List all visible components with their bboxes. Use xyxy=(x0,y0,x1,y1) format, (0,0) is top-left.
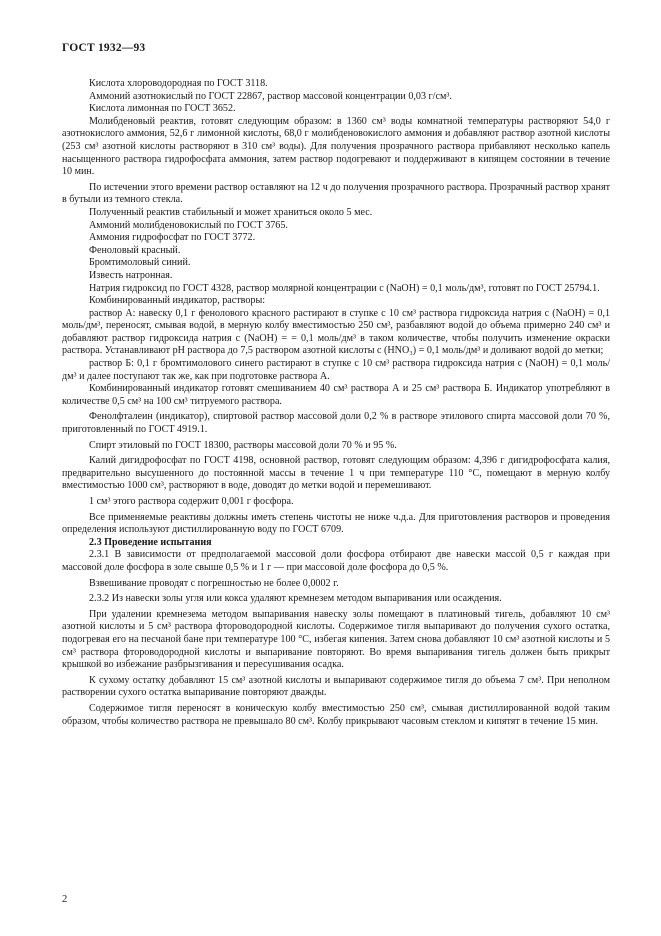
paragraph: Аммоний азотнокислый по ГОСТ 22867, раствор массовой концентрации 0,03 г/см³. xyxy=(89,90,452,102)
paragraph: Аммония гидрофосфат по ГОСТ 3772. xyxy=(89,232,256,244)
section-heading: 2.3 Проведение испытания xyxy=(89,536,212,548)
paragraph: К сухому остатку добавляют 15 см³ азотной кислоты и выпаривают содержимое тигля до объема 7 см³. При неполном растворении сухого остатка выпаривание повторяют дважды. xyxy=(62,674,610,699)
paragraph: 2.3.1 В зависимости от предполагаемой массовой доли фосфора отбирают две навески массой 0,5 г каждая при массовой доле фосфора в золе свыше 0,5 % и 1 г — при массовой доле фосфора до 0,5 %. xyxy=(62,549,610,573)
paragraph: Комбинированный индикатор, растворы: xyxy=(89,295,266,307)
paragraph: При удалении кремнезема методом выпаривания навеску золы помещают в платиновый тигель, добавляют 10 см³ азотной кислоты и 5 см³ раствора фтороводородной кислоты. Содержимое тигля выпаривают до получения сухого остатка, подогревая его на песчаной бане при температуре 100 °C, избегая кипения. Затем снова добавляют 10 см³ азотной кислоты и 5 см³ раствора фтороводородной кислоты и выпаривание повторяют. Во время выпаривания тигель должен быть прикрыт крышкой во избежание разбрызгивания и пересушивания осадка. xyxy=(62,608,610,671)
paragraph: 2.3.2 Из навески золы угля или кокса удаляют кремнезем методом выпаривания или осаждения. xyxy=(89,593,502,605)
paragraph: 1 см³ этого раствора содержит 0,001 г фосфора. xyxy=(89,496,294,507)
paragraph: Калий дигидрофосфат по ГОСТ 4198, основной раствор, готовят следующим образом: 4,396 г дигидрофосфата калия, предварительно высушенного до постоянной массы в течение 1 ч при температуре 110 °C, помещают в мерную колбу вместимостью 1000 см³, растворяют в воде, доводят до метки водой и перемешивают. xyxy=(62,455,610,492)
paragraph: Полученный реактив стабильный и может храниться около 5 мес. xyxy=(89,206,373,218)
paragraph: раствор А: навеску 0,1 г фенолового красного растирают в ступке с 10 см³ раствора гидроксида натрия c (NaOH) = 0,1 моль/дм³, переносят, смывая водой, в мерную колбу вместимостью 250 см³, разбавляют водой до объема примерно 240 см³ и добавляют раствор гидроксида натрия c (NaOH) = = 0,1 моль/дм³ в таком количестве, чтобы получить изменение окраски раствора. Устанавливают pH раствора до 7,5 раствором азотной кислоты c (HNO₃) = 0,1 моль/дм³ и доливают водой до метки; xyxy=(62,307,610,357)
paragraph: Феноловый красный. xyxy=(89,244,181,256)
paragraph: Кислота лимонная по ГОСТ 3652. xyxy=(89,103,236,115)
paragraph: Фенолфталеин (индикатор), спиртовой раствор массовой доли 0,2 % в растворе этилового спирта массовой доли 70 %, приготовленный по ГОСТ 4919.1. xyxy=(62,411,610,436)
paragraph: раствор Б: 0,1 г бромтимолового синего растирают в ступке с 10 см³ раствора гидроксида натрия c (NaOH) = 0,1 моль/дм³ и далее поступают так же, как при подготовке раствора А. xyxy=(62,358,610,382)
page-number: 2 xyxy=(62,894,68,905)
paragraph: Содержимое тигля переносят в коническую колбу вместимостью 250 см³, смывая дистиллированной водой таким образом, чтобы количество раствора не превышало 80 см³. Колбу прикрывают часовым стеклом и кипятят в течение 15 мин. xyxy=(62,702,610,727)
paragraph: Кислота хлороводородная по ГОСТ 3118. xyxy=(89,78,268,89)
paragraph: Молибденовый реактив, готовят следующим образом: в 1360 см³ воды комнатной температуры растворяют 54,0 г азотнокислого аммония, 52,6 г лимонной кислоты, 68,0 г молибденовокислого аммония и добавляют раствор азотной кислоты (253 см³ азотной кислоты растворяют в 310 см³ воды). Для получения прозрачного раствора прибавляют несколько капель насыщенного раствора гидрофосфата аммония, затем раствор подогревают и поддерживают в кипящем состоянии в течение 10 мин. xyxy=(62,115,610,178)
paragraph: Натрия гидроксид по ГОСТ 4328, раствор молярной концентрации c (NaOH) = 0,1 моль/дм³, готовят по ГОСТ 25794.1. xyxy=(89,282,600,294)
paragraph: Бромтимоловый синий. xyxy=(89,257,191,269)
document-body xyxy=(62,78,610,728)
paragraph: Спирт этиловый по ГОСТ 18300, растворы массовой доли 70 % и 95 %. xyxy=(89,439,397,451)
paragraph: По истечении этого времени раствор оставляют на 12 ч до получения прозрачного раствора. Прозрачный раствор хранят в бутыли из темного стекла. xyxy=(62,181,610,206)
paragraph: Известь натронная. xyxy=(89,269,173,281)
paragraph: Все применяемые реактивы должны иметь степень чистоты не ниже ч.д.а. Для приготовления растворов и проведения определения используют дистиллированную воду по ГОСТ 6709. xyxy=(62,511,610,536)
paragraph: Комбинированный индикатор готовят смешиванием 40 см³ раствора А и 25 см³ раствора Б. Индикатор употребляют в количестве 0,5 см³ на 100 см³ титруемого раствора. xyxy=(62,383,610,407)
paragraph: Взвешивание проводят с погрешностью не более 0,0002 г. xyxy=(89,577,339,589)
paragraph: Аммоний молибденовокислый по ГОСТ 3765. xyxy=(89,219,288,231)
page-header: ГОСТ 1932—93 xyxy=(62,42,146,54)
